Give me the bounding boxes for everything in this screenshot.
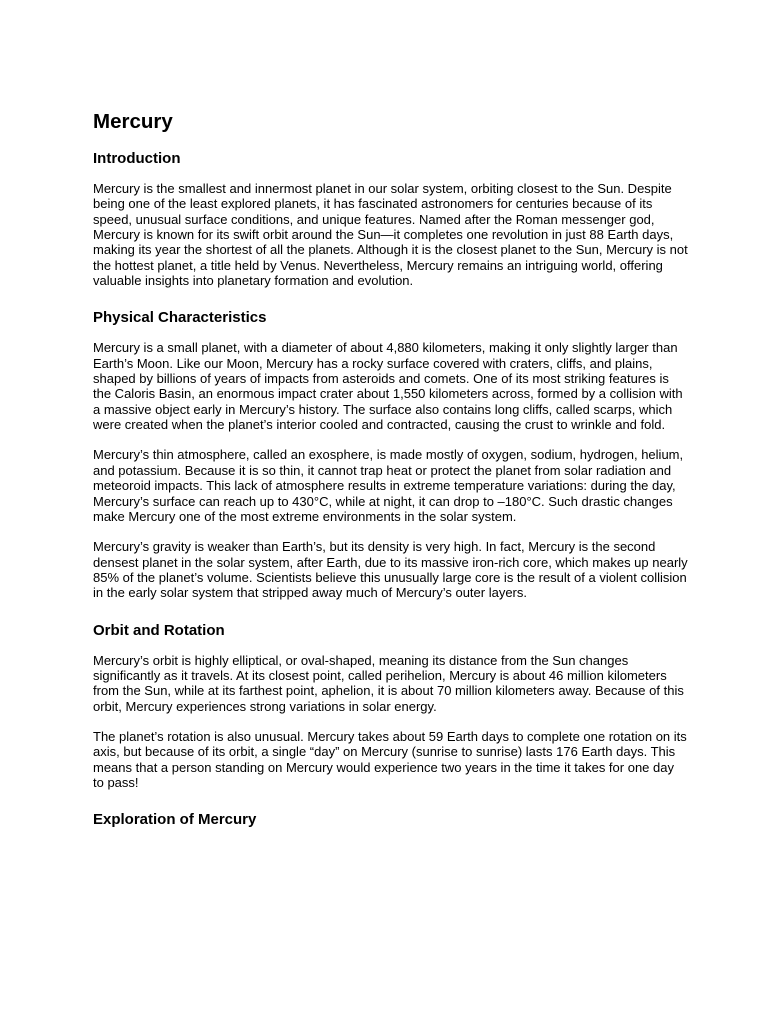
paragraph-physical-atmosphere: Mercury’s thin atmosphere, called an exosphere, is made mostly of oxygen, sodium, hydrogen, helium, and potassium. Because it is so thin, it cannot trap heat or protect the planet from solar radiation and meteoroid impacts. This lack of atmosphere results in extreme temperature variations: during the day, Mercury’s surface can reach up to 430°C, while at night, it can drop to –180°C. Such drastic changes make Mercury one of the most extreme environments in the solar system. — [93, 447, 684, 524]
section-heading-physical-characteristics: Physical Characteristics — [93, 309, 267, 327]
paragraph-orbit: Mercury’s orbit is highly elliptical, or oval-shaped, meaning its distance from the Sun changes significantly as it travels. At its closest point, called perihelion, Mercury is about 46 million kilometers from the Sun, while at its farthest point, aphelion, it is about 70 million kilometers away. Because of this orbit, Mercury experiences strong variations in solar energy. — [93, 652, 684, 714]
paragraph-introduction: Mercury is the smallest and innermost planet in our solar system, orbiting closest to the Sun. Despite being one of the least explored planets, it has fascinated astronomers for centuries because of its speed, unusual surface conditions, and unique features. Named after the Roman messenger god, Mercury is known for its swift orbit around the Sun—it completes one revolution in just 88 Earth days, making its year the shortest of all the planets. Although it is the closest planet to the Sun, Mercury is not the hottest planet, a title held by Venus. Nevertheless, Mercury remains an intriguing world, offering valuable insights into planetary formation and evolution. — [93, 181, 688, 289]
paragraph-physical-density: Mercury’s gravity is weaker than Earth’s, but its density is very high. In fact, Mercury is the second densest planet in the solar system, after Earth, due to its massive iron-rich core, which makes up nearly 85% of the planet’s volume. Scientists believe this unusually large core is the result of a violent collision in the early solar system that stripped away much of Mercury’s outer layers. — [93, 539, 688, 601]
paragraph-rotation: The planet’s rotation is also unusual. Mercury takes about 59 Earth days to complete one rotation on its axis, but because of its orbit, a single “day” on Mercury (sunrise to sunrise) lasts 176 Earth days. This means that a person standing on Mercury would experience two years in the time it takes for one day to pass! — [93, 728, 687, 790]
document-title: Mercury — [93, 110, 173, 133]
section-heading-orbit-rotation: Orbit and Rotation — [93, 621, 225, 639]
section-heading-exploration: Exploration of Mercury — [93, 811, 257, 829]
paragraph-physical-size: Mercury is a small planet, with a diameter of about 4,880 kilometers, making it only slightly larger than Earth’s Moon. Like our Moon, Mercury has a rocky surface covered with craters, cliffs, and plains, shaped by billions of years of impacts from asteroids and comets. One of its most striking features is the Caloris Basin, an enormous impact crater about 1,550 kilometers across, formed by a collision with a massive object early in Mercury’s history. The surface also contains long cliffs, called scarps, which were created when the planet’s interior cooled and contracted, causing the crust to wrinkle and fold. — [93, 340, 683, 433]
section-heading-introduction: Introduction — [93, 150, 181, 167]
